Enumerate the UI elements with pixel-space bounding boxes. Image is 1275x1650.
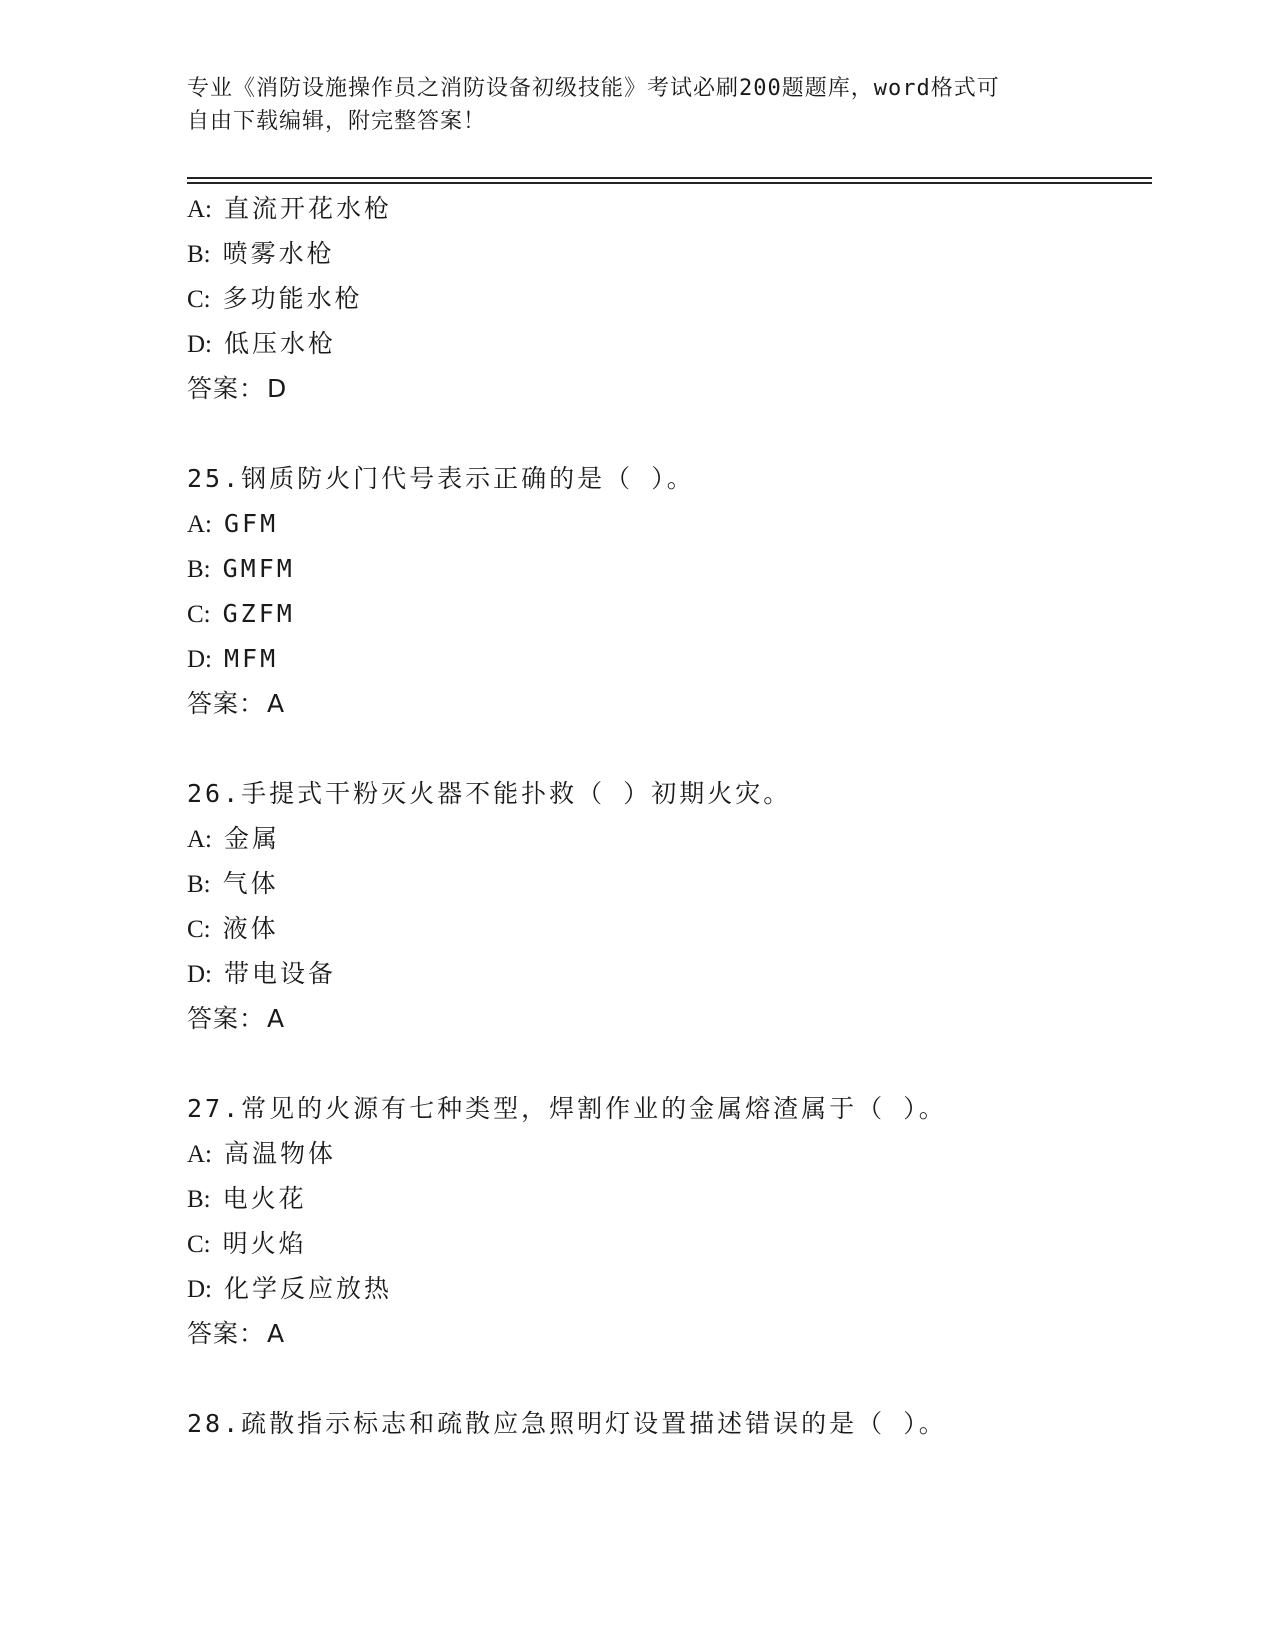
option-c: C: 明火焰 — [187, 1229, 307, 1258]
option-d: D: MFM — [187, 644, 279, 673]
option-a: A: 金属 — [187, 824, 281, 853]
option-a: A: 直流开花水枪 — [187, 194, 393, 223]
answer-line: 答案：A — [187, 1004, 286, 1033]
header-divider-top — [187, 177, 1152, 179]
option-d: D: 化学反应放热 — [187, 1274, 393, 1303]
header-line-1: 专业《消防设施操作员之消防设备初级技能》考试必刷200题题库，word格式可 — [187, 76, 1000, 101]
option-b: B: 气体 — [187, 869, 279, 898]
option-c: C: 液体 — [187, 914, 279, 943]
option-a: A: GFM — [187, 509, 279, 538]
option-b: B: 电火花 — [187, 1184, 307, 1213]
option-c: C: 多功能水枪 — [187, 284, 363, 313]
question-title: 25.钢质防火门代号表示正确的是（ ）。 — [187, 464, 695, 493]
option-d: D: 低压水枪 — [187, 329, 337, 358]
question-title: 26.手提式干粉灭火器不能扑救（ ）初期火灾。 — [187, 779, 792, 808]
header-line-2: 自由下载编辑，附完整答案！ — [187, 109, 487, 134]
option-b: B: GMFM — [187, 554, 295, 583]
answer-line: 答案：D — [187, 374, 288, 403]
question-title: 28.疏散指示标志和疏散应急照明灯设置描述错误的是（ ）。 — [187, 1409, 947, 1438]
question-title: 27.常见的火源有七种类型，焊割作业的金属熔渣属于（ ）。 — [187, 1094, 947, 1123]
answer-line: 答案：A — [187, 1319, 286, 1348]
option-a: A: 高温物体 — [187, 1139, 337, 1168]
option-d: D: 带电设备 — [187, 959, 337, 988]
option-b: B: 喷雾水枪 — [187, 239, 335, 268]
document-header — [187, 72, 1087, 138]
header-divider-bottom — [187, 182, 1152, 184]
option-c: C: GZFM — [187, 599, 295, 628]
answer-line: 答案：A — [187, 689, 286, 718]
